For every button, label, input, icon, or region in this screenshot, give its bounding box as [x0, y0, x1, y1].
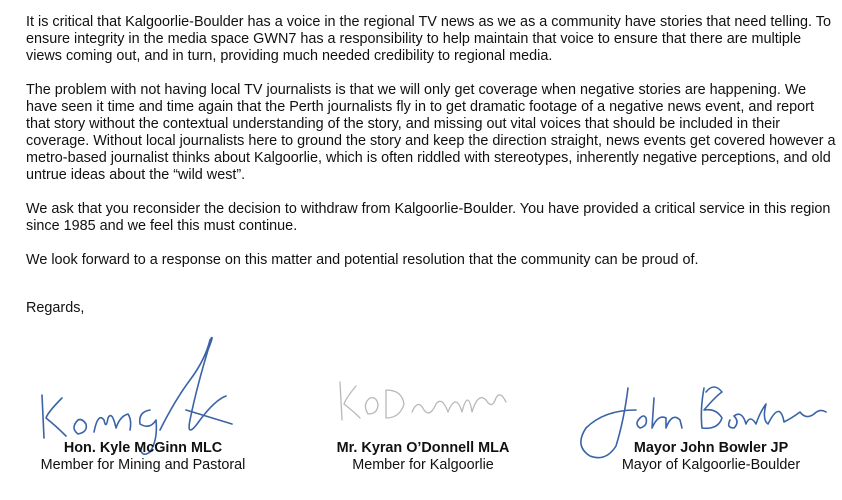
signature-odonnell-stroke-d [386, 390, 404, 418]
signature-mcginn [42, 338, 232, 455]
paragraph-3: We ask that you reconsider the decision to withdraw from Kalgoorlie-Boulder. You have provided a critical service in this region since 1985 and we feel this must continue. [26, 201, 831, 234]
signatory-name: Hon. Kyle McGinn MLC [63, 440, 223, 456]
signature-mcginn-stroke-flourish [160, 338, 232, 430]
closing-regards: Regards, [26, 300, 85, 316]
signatory-odonnell [318, 440, 528, 474]
paragraph-4: We look forward to a response on this matter and potential resolution that the community can be proud of. [26, 252, 699, 268]
paragraph-1: It is critical that Kalgoorlie-Boulder has a voice in the regional TV news as we as a community have stories that need telling. To ensure integrity in the media space GWN7 has a responsibility to help maintain that voice to ensure that there are multiple views coming out, and in turn, providing much needed credibility to regional media. [26, 14, 831, 64]
signatory-role: Member for Kalgoorlie [352, 457, 494, 473]
signatory-bowler [596, 440, 826, 474]
letter-body [26, 14, 836, 286]
paragraph-2: The problem with not having local TV journalists is that we will only get coverage when negative stories are happening. We have seen it time and time again that the Perth journalists fly in to get dramatic footage of a negative news event, and report that story without the contextual understanding of the story, and missing out vital voices that should be included in their coverage. Without local journalists here to ground the story and keep the direction straight, news events get covered however a metro-based journalist thinks about Kalgoorlie, which is often riddled with stereotypes, inherently negative perceptions, and old untrue ideas about the “wild west”. [26, 82, 836, 183]
signature-odonnell-stroke-k [340, 382, 360, 420]
signatory-name: Mr. Kyran O’Donnell MLA [336, 440, 510, 456]
signature-odonnell-stroke-rest [412, 395, 506, 413]
signatory-name: Mayor John Bowler JP [633, 440, 789, 456]
signatory-role: Member for Mining and Pastoral [40, 457, 246, 473]
signature-mcginn-stroke-o [74, 420, 86, 435]
signature-odonnell-stroke-o [365, 398, 378, 414]
signature-bowler-stroke-ohn [637, 398, 682, 428]
signature-bowler-stroke-owler [729, 404, 826, 428]
signature-mcginn-stroke-k [42, 395, 66, 438]
signature-odonnell [340, 382, 506, 420]
signatory-mcginn [28, 440, 258, 474]
signature-mcginn-stroke-m [94, 414, 131, 432]
signatory-role: Mayor of Kalgoorlie-Boulder [621, 457, 801, 473]
signature-bowler-stroke-b [701, 387, 722, 428]
